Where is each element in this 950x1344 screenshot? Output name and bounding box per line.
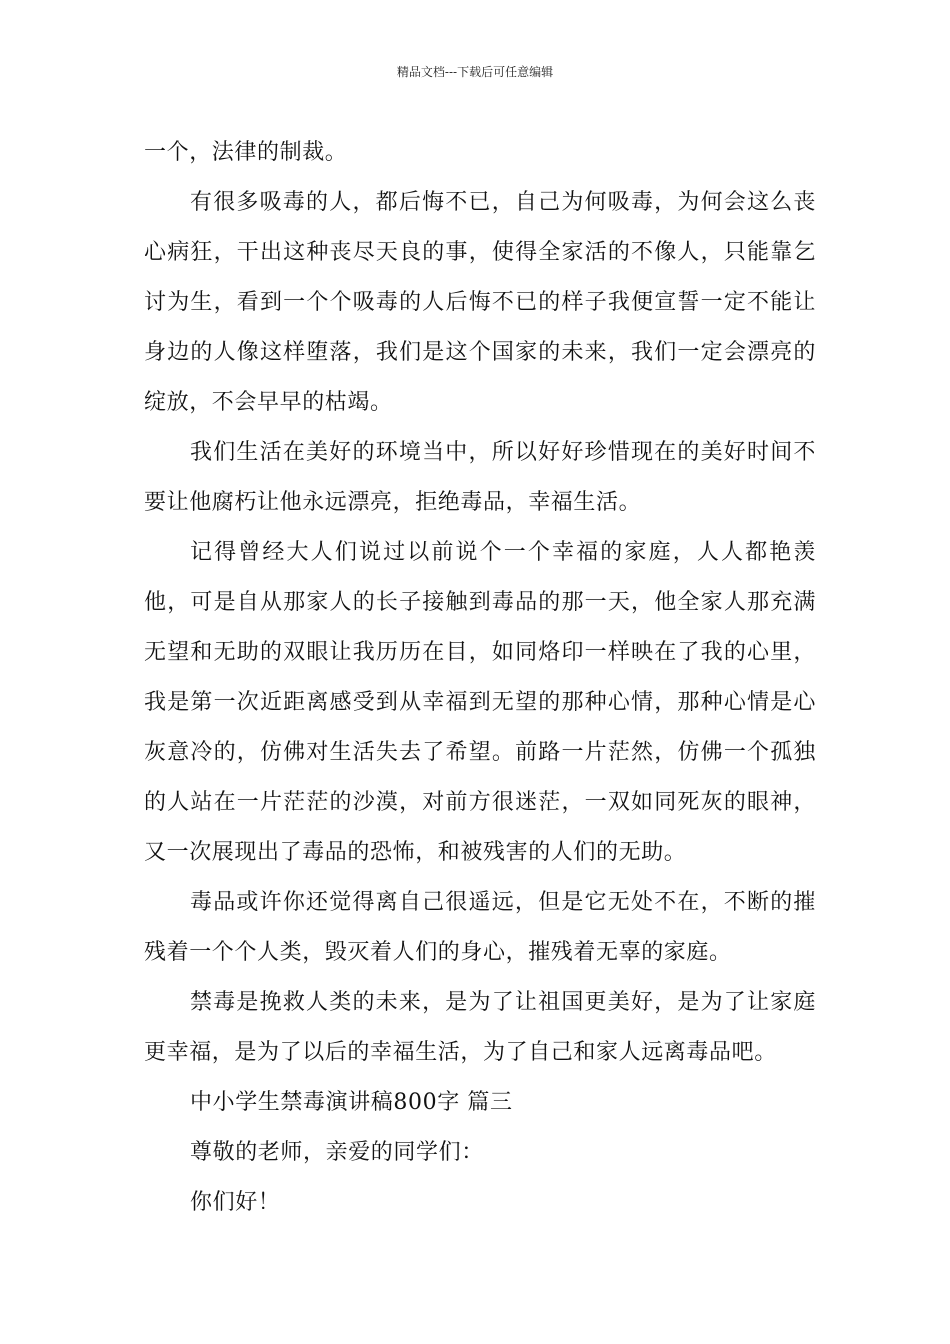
paragraph: 有很多吸毒的人，都后悔不已，自己为何吸毒，为何会这么丧心病狂，干出这种丧尽天良的事，使得全家活的不像人，只能靠乞讨为生，看到一个个吸毒的人后悔不已的样子我便宣誓一定不能让身边的人像这样堕落，我们是这个国家的未来，我们一定会漂亮的绽放，不会早早的枯竭。 [144,190,816,415]
document-body [144,128,816,1228]
salutation: 尊敬的老师，亲爱的同学们： [190,1140,484,1165]
section-heading: 中小学生禁毒演讲稿800字 篇三 [190,1090,513,1115]
paragraph: 我们生活在美好的环境当中，所以好好珍惜现在的美好时间不要让他腐朽让他永远漂亮，拒绝毒品，幸福生活。 [144,440,816,515]
paragraph: 禁毒是挽救人类的未来，是为了让祖国更美好，是为了让家庭更幸福，是为了以后的幸福生活，为了自己和家人远离毒品吧。 [144,990,816,1065]
paragraph: 毒品或许你还觉得离自己很遥远，但是它无处不在，不断的摧残着一个个人类，毁灭着人们的身心，摧残着无辜的家庭。 [144,890,816,965]
paragraph: 一个，法律的制裁。 [144,140,348,165]
page-header: 精品文档---下载后可任意编辑 [396,65,554,79]
greeting: 你们好！ [190,1190,281,1215]
paragraph: 记得曾经大人们说过以前说个一个幸福的家庭，人人都艳羡他，可是自从那家人的长子接触到毒品的那一天，他全家人那充满无望和无助的双眼让我历历在目，如同烙印一样映在了我的心里，我是第一次近距离感受到从幸福到无望的那种心情，那种心情是心灰意冷的，仿佛对生活失去了希望。前路一片茫然，仿佛一个孤独的人站在一片茫茫的沙漠，对前方很迷茫，一双如同死灰的眼神，又一次展现出了毒品的恐怖，和被残害的人们的无助。 [144,540,816,865]
